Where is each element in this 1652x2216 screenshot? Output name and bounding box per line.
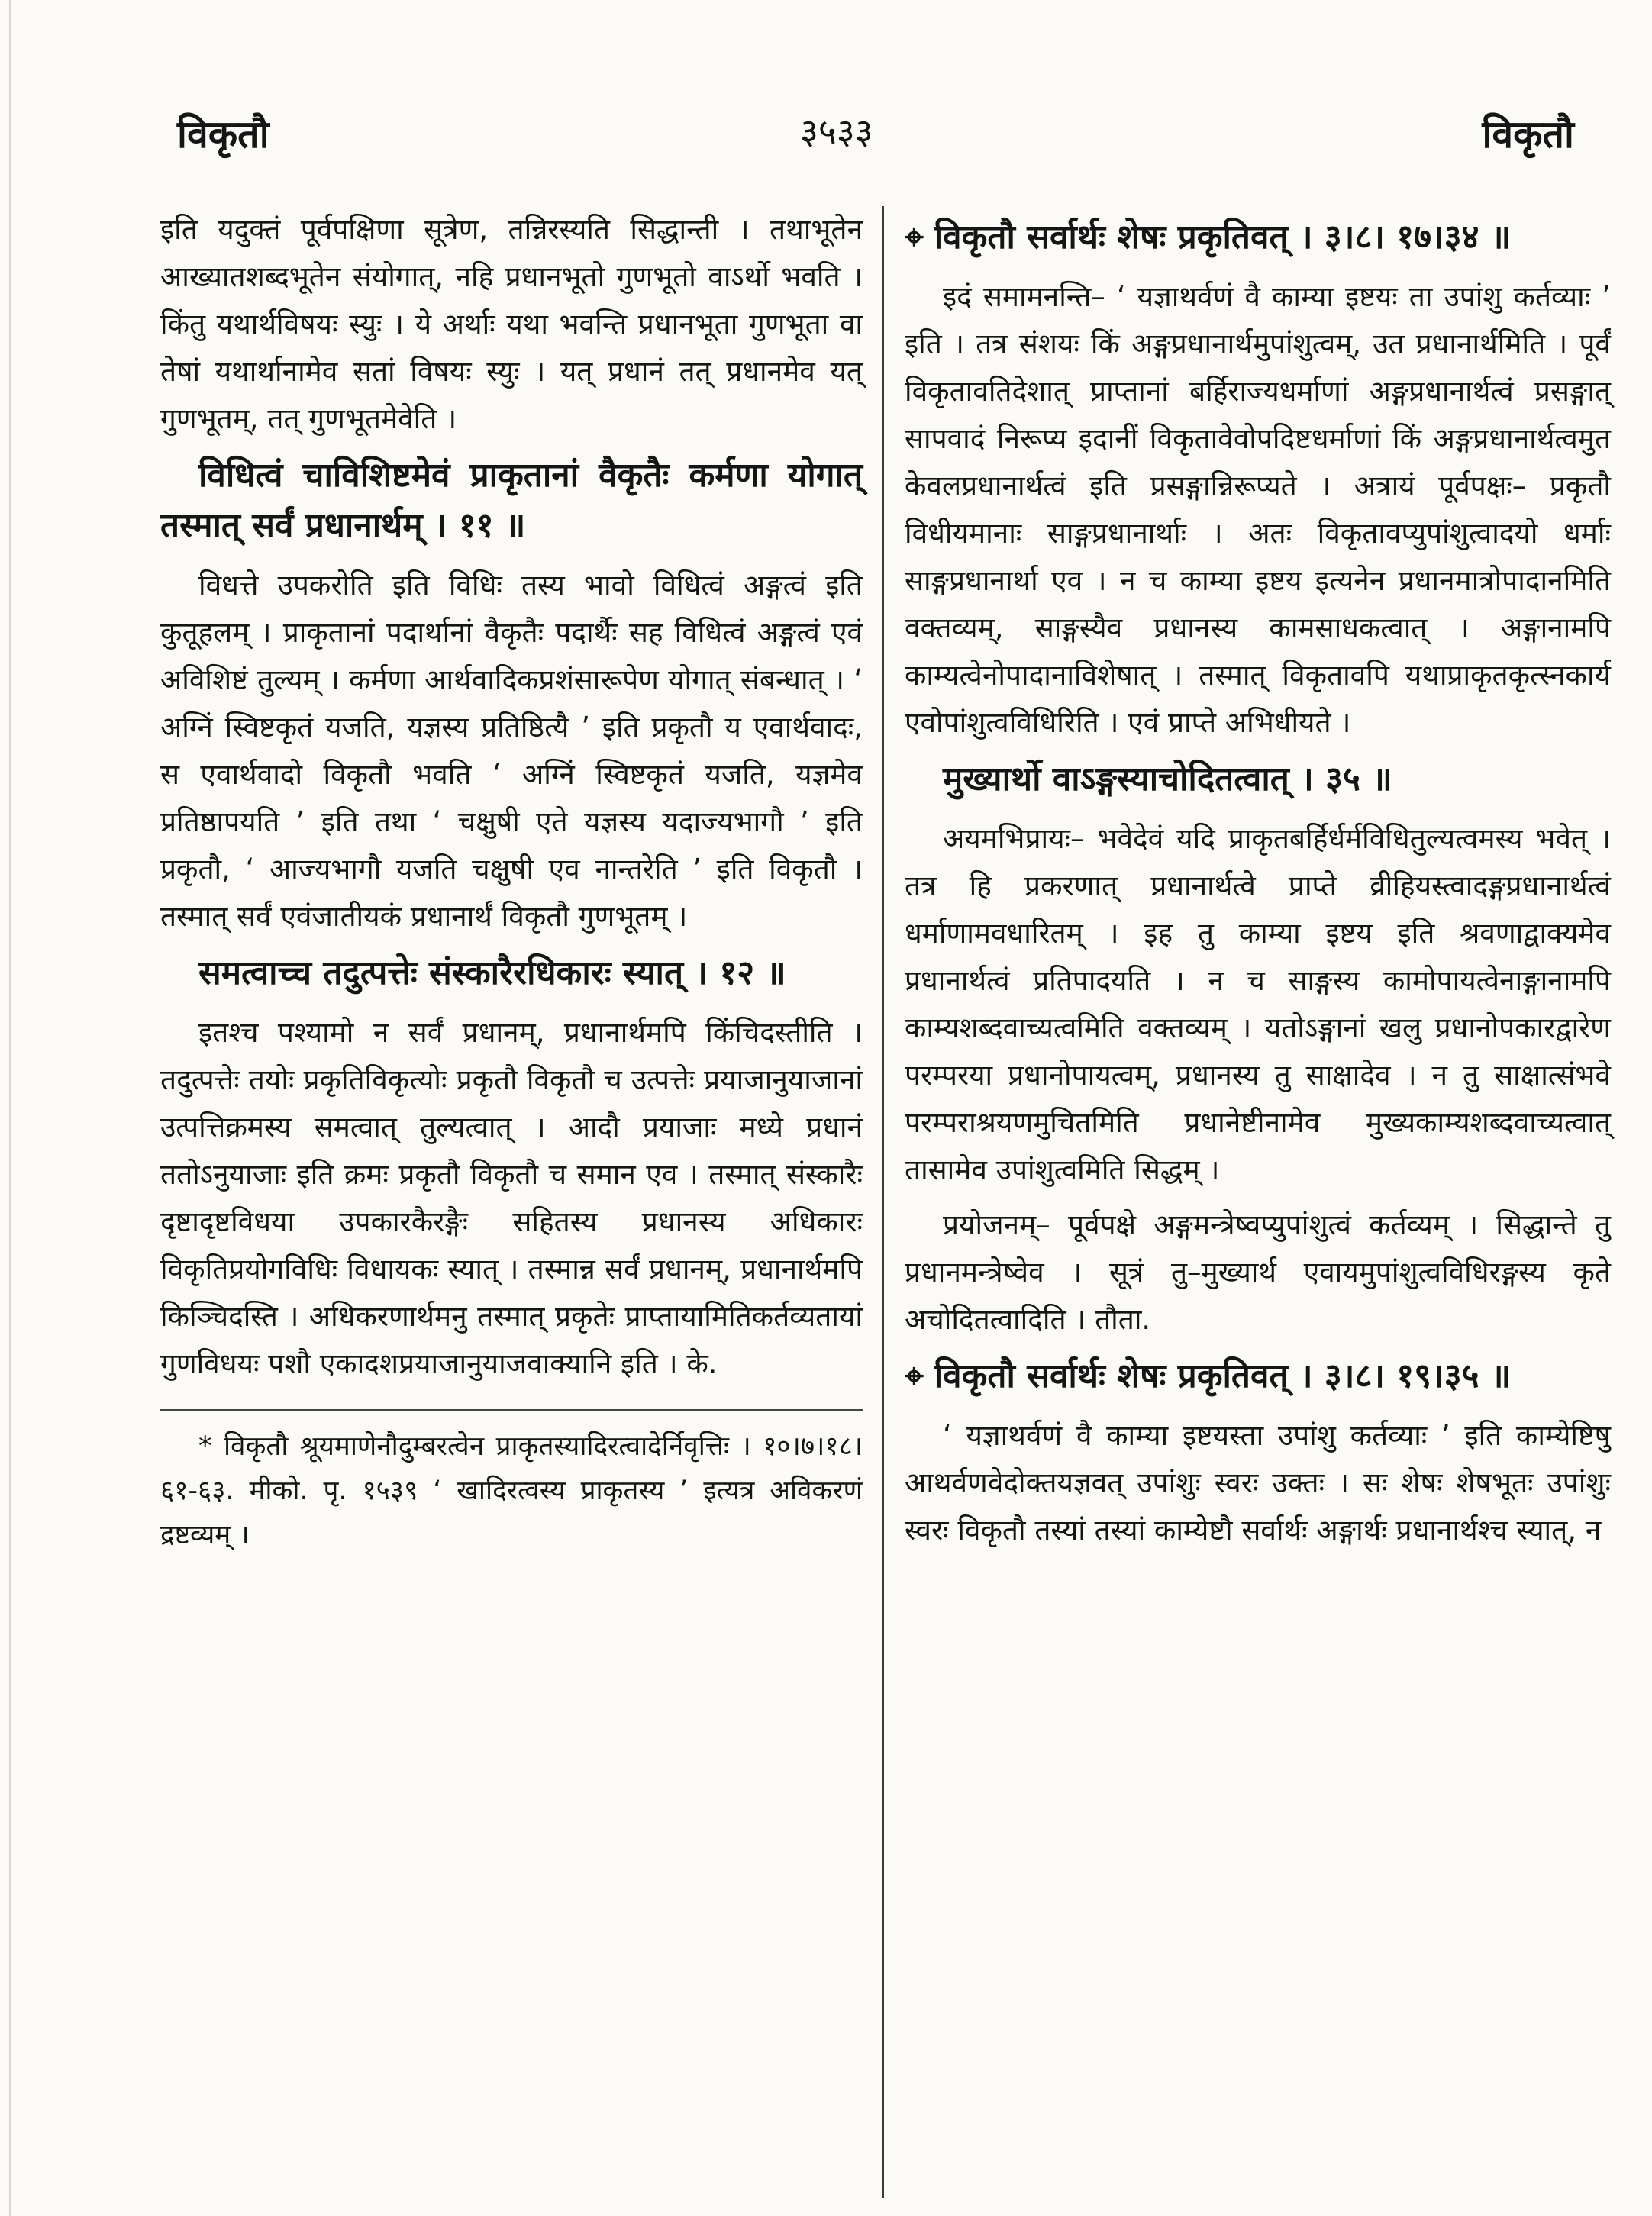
column-divider [882, 206, 884, 2198]
adhikarana-heading-35-text: विकृतौ सर्वार्थः शेषः प्रकृतिवत् । ३।८। १९।३५ ॥ [934, 1356, 1512, 1395]
left-paragraph-3: इतश्च पश्यामो न सर्वं प्रधानम्, प्रधानार्थमपि किंचिदस्तीति । तदुत्पत्तेः तयोः प्रकृतिविकृत्योः प्रकृतौ विकृतौ च उत्पत्तेः प्रयाजानुयाजानां उत्पत्तिक्रमस्य समत्वात् तुल्यत्वात् । आदौ प्रयाजाः मध्ये प्रधानं ततोऽनुयाजाः इति क्रमः प्रकृतौ विकृतौ च समान एव । तस्मात् संस्कारैः दृष्टादृष्टविधया उपकारकैरङ्गैः सहितस्य प्रधानस्य अधिकारः विकृतिप्रयोगविधिः विधायकः स्यात् । तस्मान्न सर्वं प्रधानम्, प्रधानार्थमपि किञ्चिदस्ति । अधिकरणार्थमनु तस्मात् प्रकृतेः प्राप्तायामितिकर्तव्यतायां गुणविधयः पशौ एकादशप्रयाजानुयाजवाक्यानि इति । के. [160, 1016, 863, 1380]
header-left-title: विकृतौ [177, 112, 269, 156]
footnote-rule [160, 1409, 863, 1411]
left-paragraph-2: विधत्ते उपकरोति इति विधिः तस्य भावो विधित्वं अङ्गत्वं इति कुतूहलम् । प्राकृतानां पदार्थानां वैकृतैः पदार्थैः सह विधित्वं अङ्गत्वं एवं अविशिष्टं तुल्यम् । कर्मणा आर्थवादिकप्रशंसारूपेण योगात् संबन्धात् । ‘ अग्निं स्विष्टकृतं यजति, यज्ञस्य प्रतिष्ठित्यै ’ इति प्रकृतौ य एवार्थवादः, स एवार्थवादो विकृतौ भवति ‘ अग्निं स्विष्टकृतं यजति, यज्ञमेव प्रतिष्ठापयति ’ इति तथा ‘ चक्षुषी एते यज्ञस्य यदाज्यभागौ ’ इति प्रकृतौ, ‘ आज्यभागौ यजति चक्षुषी एव नान्तरेति ’ इति विकृतौ । तस्मात् सर्वं एवंजातीयकं प्रधानार्थं विकृतौ गुणभूतम् । [160, 569, 863, 933]
footnote: * विकृतौ श्रूयमाणेनौदुम्बरत्वेन प्राकृतस्यादिरत्वादेर्निवृत्तिः । १०।७।१८।६१-६३. मीको. पृ. १५३९ ‘ खादिरत्वस्य प्राकृतस्य ’ इत्यत्र अविकरणं द्रष्टव्यम् । [160, 1431, 863, 1550]
section-mark-icon: ⌖ [905, 1356, 924, 1395]
section-mark-icon: ⌖ [905, 218, 924, 256]
right-paragraph-2: अयमभिप्रायः– भवेदेवं यदि प्राकृतबर्हिर्धर्मविधितुल्यत्वमस्य भवेत् । तत्र हि प्रकरणात् प्रधानार्थत्वे प्राप्ते व्रीहियस्त्वादङ्गप्रधानार्थत्वं धर्माणामवधारितम् । इह तु काम्या इष्टय इति श्रवणाद्वाक्यमेव प्रधानार्थत्वं प्रतिपादयति । न च साङ्गस्य कामोपायत्वेनाङ्गानामपि काम्यशब्दवाच्यत्वमिति वक्तव्यम् । यतोऽङ्गानां खलु प्रधानोपकारद्वारेण परम्परया प्रधानोपायत्वम्, प्रधानस्य तु साक्षादेव । न तु साक्षात्संभवे परम्पराश्रयणमुचितमिति प्रधानेष्टीनामेव मुख्यकाम्यशब्दवाच्यत्वात् तासामेव उपांशुत्वमिति सिद्धम् । [905, 822, 1611, 1186]
adhikarana-heading-34-text: विकृतौ सर्वार्थः शेषः प्रकृतिवत् । ३।८। १७।३४ ॥ [934, 218, 1512, 256]
right-paragraph-4: ‘ यज्ञाथर्वणं वै काम्या इष्टयस्ता उपांशु कर्तव्याः ’ इति काम्येष्टिषु आथर्वणवेदोक्तयज्ञवत् उपांशुः स्वरः उक्तः । सः शेषः शेषभूतः उपांशुः स्वरः विकृतौ तस्यां तस्यां काम्येष्टौ सर्वार्थः अङ्गार्थः प्रधानार्थश्च स्यात्, न [905, 1419, 1611, 1547]
right-paragraph-1: इदं समामनन्ति– ‘ यज्ञाथर्वणं वै काम्या इष्टयः ता उपांशु कर्तव्याः ’ इति । तत्र संशयः किं अङ्गप्रधानार्थमुपांशुत्वम्, उत प्रधानार्थमिति । पूर्वं विकृतावतिदेशात् प्राप्तानां बर्हिराज्यधर्माणां अङ्गप्रधानार्थत्वं प्रसङ्गात् सापवादं निरूप्य इदानीं विकृतावेवोपदिष्टधर्माणां किं अङ्गप्रधानार्थत्वमुत केवलप्रधानार्थत्वं इति प्रसङ्गान्निरूप्यते । अत्रायं पूर्वपक्षः– प्रकृतौ विधीयमानाः साङ्गप्रधानार्थाः । अतः विकृतावप्युपांशुत्वादयो धर्माः साङ्गप्रधानार्था एव । न च काम्या इष्टय इत्यनेन प्रधानमात्रोपादानमिति वक्तव्यम्, साङ्गस्यैव प्रधानस्य कामसाधकत्वात् । अङ्गानामपि काम्यत्वेनोपादानाविशेषात् । तस्मात् विकृतावपि यथाप्राकृतकृत्स्नकार्य एवोपांशुत्वविधिरिति । एवं प्राप्ते अभिधीयते । [905, 280, 1611, 739]
sutra-35: मुख्यार्थो वाऽङ्गस्याचोदितत्वात् । ३५ ॥ [943, 760, 1392, 798]
adhikarana-heading-35 [905, 1351, 1611, 1402]
scan-edge-line [9, 0, 11, 2216]
sutra-11: विधित्वं चाविशिष्टमेवं प्राकृतानां वैकृतैः कर्मणा योगात् तस्मात् सर्वं प्रधानार्थम् । ११ ॥ [160, 456, 863, 545]
adhikarana-heading-34 [905, 212, 1611, 263]
page-number: ३५३३ [800, 111, 873, 152]
left-column [160, 206, 863, 1565]
left-paragraph-1: इति यदुक्तं पूर्वपक्षिणा सूत्रेण, तन्निरस्यति सिद्धान्ती । तथाभूतेन आख्यातशब्दभूतेन संयोगात्, नहि प्रधानभूतो गुणभूतो वाऽर्थो भवति । किंतु यथार्थविषयः स्युः । ये अर्थाः यथा भवन्ति प्रधानभूता गुणभूता वा तेषां यथार्थानामेव सतां विषयः स्युः । यत् प्रधानं तत् प्रधानमेव यत् गुणभूतम्, तत् गुणभूतमेवेति । [160, 213, 863, 435]
header-right-title: विकृतौ [1482, 112, 1574, 156]
right-paragraph-3: प्रयोजनम्– पूर्वपक्षे अङ्गमन्त्रेष्वप्युपांशुत्वं कर्तव्यम् । सिद्धान्ते तु प्रधानमन्त्रेष्वेव । सूत्रं तु–मुख्यार्थ एवायमुपांशुत्वविधिरङ्गस्य कृते अचोदितत्वादिति । तौता. [905, 1208, 1611, 1336]
right-column [905, 206, 1611, 1562]
sutra-12: समत्वाच्च तदुत्पत्तेः संस्कारैरधिकारः स्यात् । १२ ॥ [198, 953, 786, 992]
